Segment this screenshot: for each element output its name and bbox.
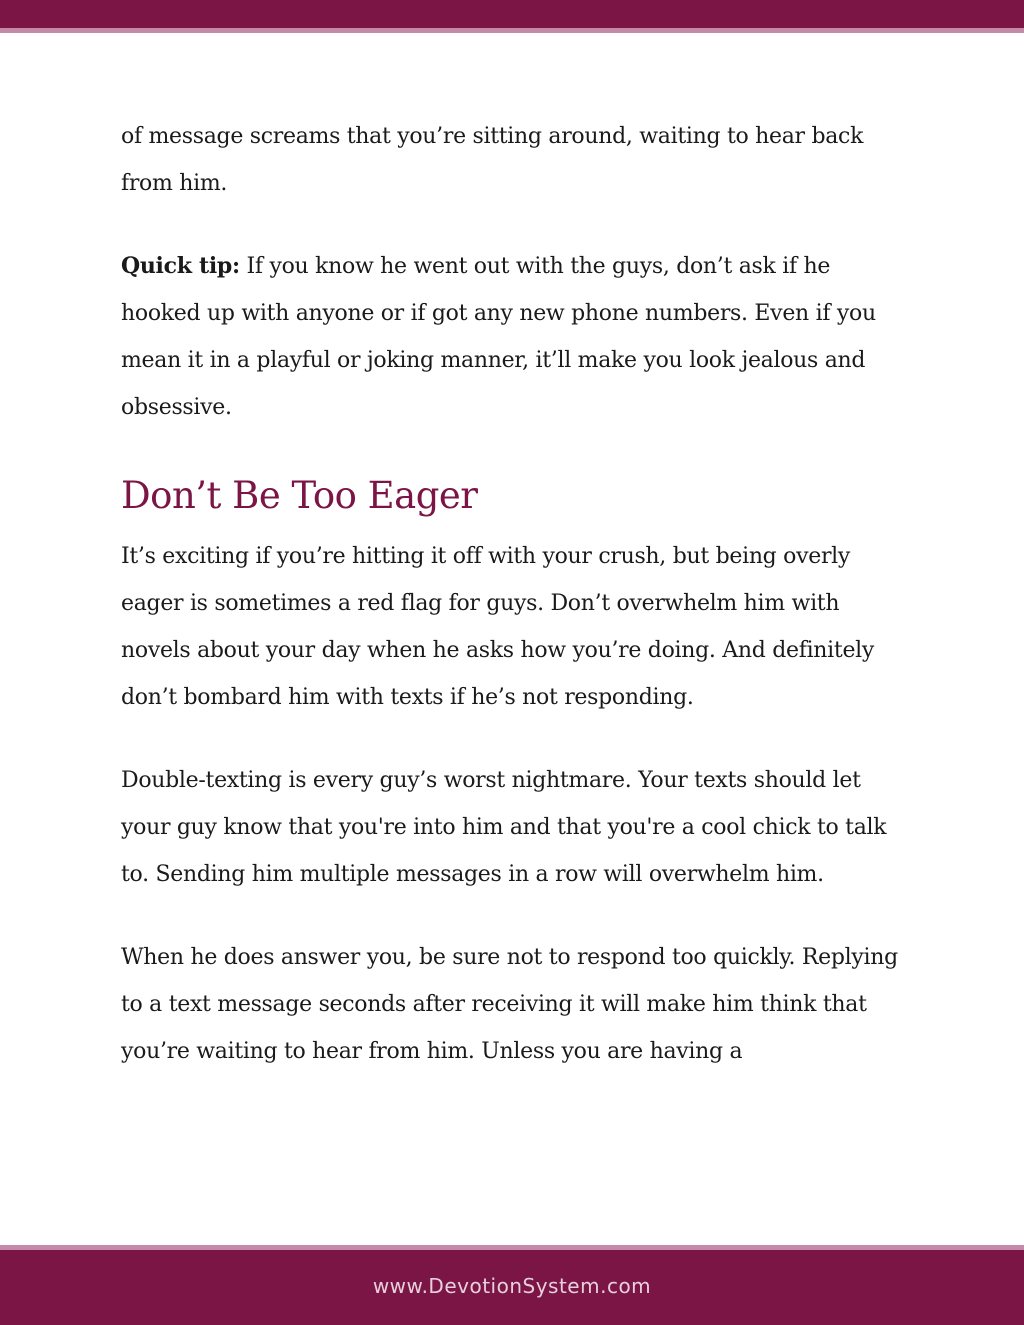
header-stripe — [0, 28, 1024, 33]
paragraph-continuation: of message screams that you’re sitting around, waiting to hear back from him. — [121, 124, 864, 196]
quick-tip-paragraph — [121, 243, 911, 431]
quick-tip-text: If you know he went out with the guys, don’t ask if he hooked up with anyone or if got any new phone numbers. Even if you mean it in a playful or joking manner, it’ll make you look jealous and obsessive. — [121, 254, 876, 420]
paragraph: When he does answer you, be sure not to respond too quickly. Replying to a text message seconds after receiving it will make him think that you’re waiting to hear from him. Unless you are having a — [121, 945, 898, 1064]
paragraph: It’s exciting if you’re hitting it off with your crush, but being overly eager is sometimes a red flag for guys. Don’t overwhelm him with novels about your day when he asks how you’re doing. And definitely don’t bombard him with texts if he’s not responding. — [121, 544, 875, 710]
section-heading: Don’t Be Too Eager — [121, 474, 478, 517]
page-body — [121, 113, 911, 1111]
header-bar — [0, 0, 1024, 28]
paragraph: Double-texting is every guy’s worst nightmare. Your texts should let your guy know that you're into him and that you're a cool chick to talk to. Sending him multiple messages in a row will overwhelm him. — [121, 768, 887, 887]
footer-url[interactable]: www.DevotionSystem.com — [372, 1274, 652, 1298]
quick-tip-label: Quick tip: — [121, 253, 240, 279]
